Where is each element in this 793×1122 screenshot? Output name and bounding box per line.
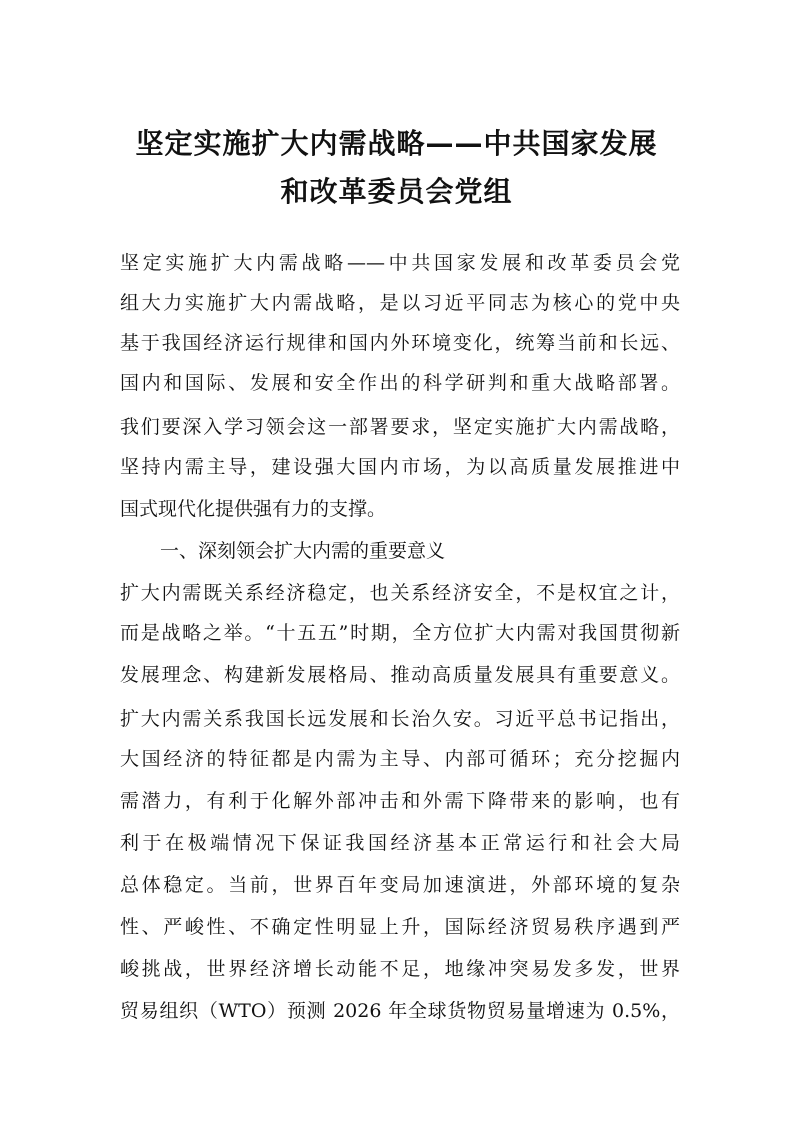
intro-line: 基于我国经济运行规律和国内外环境变化，统筹当前和长远、 xyxy=(120,332,680,354)
body-line: 利于在极端情况下保证我国经济基本正常运行和社会大局 xyxy=(120,832,680,854)
body-line: 峻挑战，世界经济增长动能不足，地缘冲突易发多发，世界 xyxy=(120,958,680,980)
body-line: 发展理念、构建新发展格局、推动高质量发展具有重要意义。 xyxy=(120,664,680,686)
body-line: 扩大内需既关系经济稳定，也关系经济安全，不是权宜之计， xyxy=(120,582,680,604)
document-title-line-1: 坚定实施扩大内需战略——中共国家发展 xyxy=(135,127,658,160)
intro-line: 坚定实施扩大内需战略——中共国家发展和改革委员会党 xyxy=(120,252,680,274)
body-line: 性、严峻性、不确定性明显上升，国际经济贸易秩序遇到严 xyxy=(120,916,680,938)
body-line: 大国经济的特征都是内需为主导、内部可循环；充分挖掘内 xyxy=(120,748,680,770)
section-heading: 一、深刻领会扩大内需的重要意义 xyxy=(160,540,446,562)
body-line: 扩大内需关系我国长远发展和长治久安。习近平总书记指出， xyxy=(120,708,680,730)
body-line: 总体稳定。当前，世界百年变局加速演进，外部环境的复杂 xyxy=(120,874,680,896)
document-title-line-2: 和改革委员会党组 xyxy=(280,175,513,208)
intro-line: 我们要深入学习领会这一部署要求，坚定实施扩大内需战略， xyxy=(120,416,680,438)
intro-line: 国内和国际、发展和安全作出的科学研判和重大战略部署。 xyxy=(120,372,680,394)
body-line: 需潜力，有利于化解外部冲击和外需下降带来的影响，也有 xyxy=(120,790,680,812)
intro-line: 坚持内需主导，建设强大国内市场，为以高质量发展推进中 xyxy=(120,456,680,478)
body-line: 而是战略之举。“十五五”时期，全方位扩大内需对我国贯彻新 xyxy=(120,622,680,644)
body-line: 贸易组织（WTO）预测 2026 年全球货物贸易量增速为 0.5%， xyxy=(120,1000,680,1022)
intro-line: 国式现代化提供强有力的支撑。 xyxy=(120,498,387,520)
intro-line: 组大力实施扩大内需战略，是以习近平同志为核心的党中央 xyxy=(120,292,680,314)
